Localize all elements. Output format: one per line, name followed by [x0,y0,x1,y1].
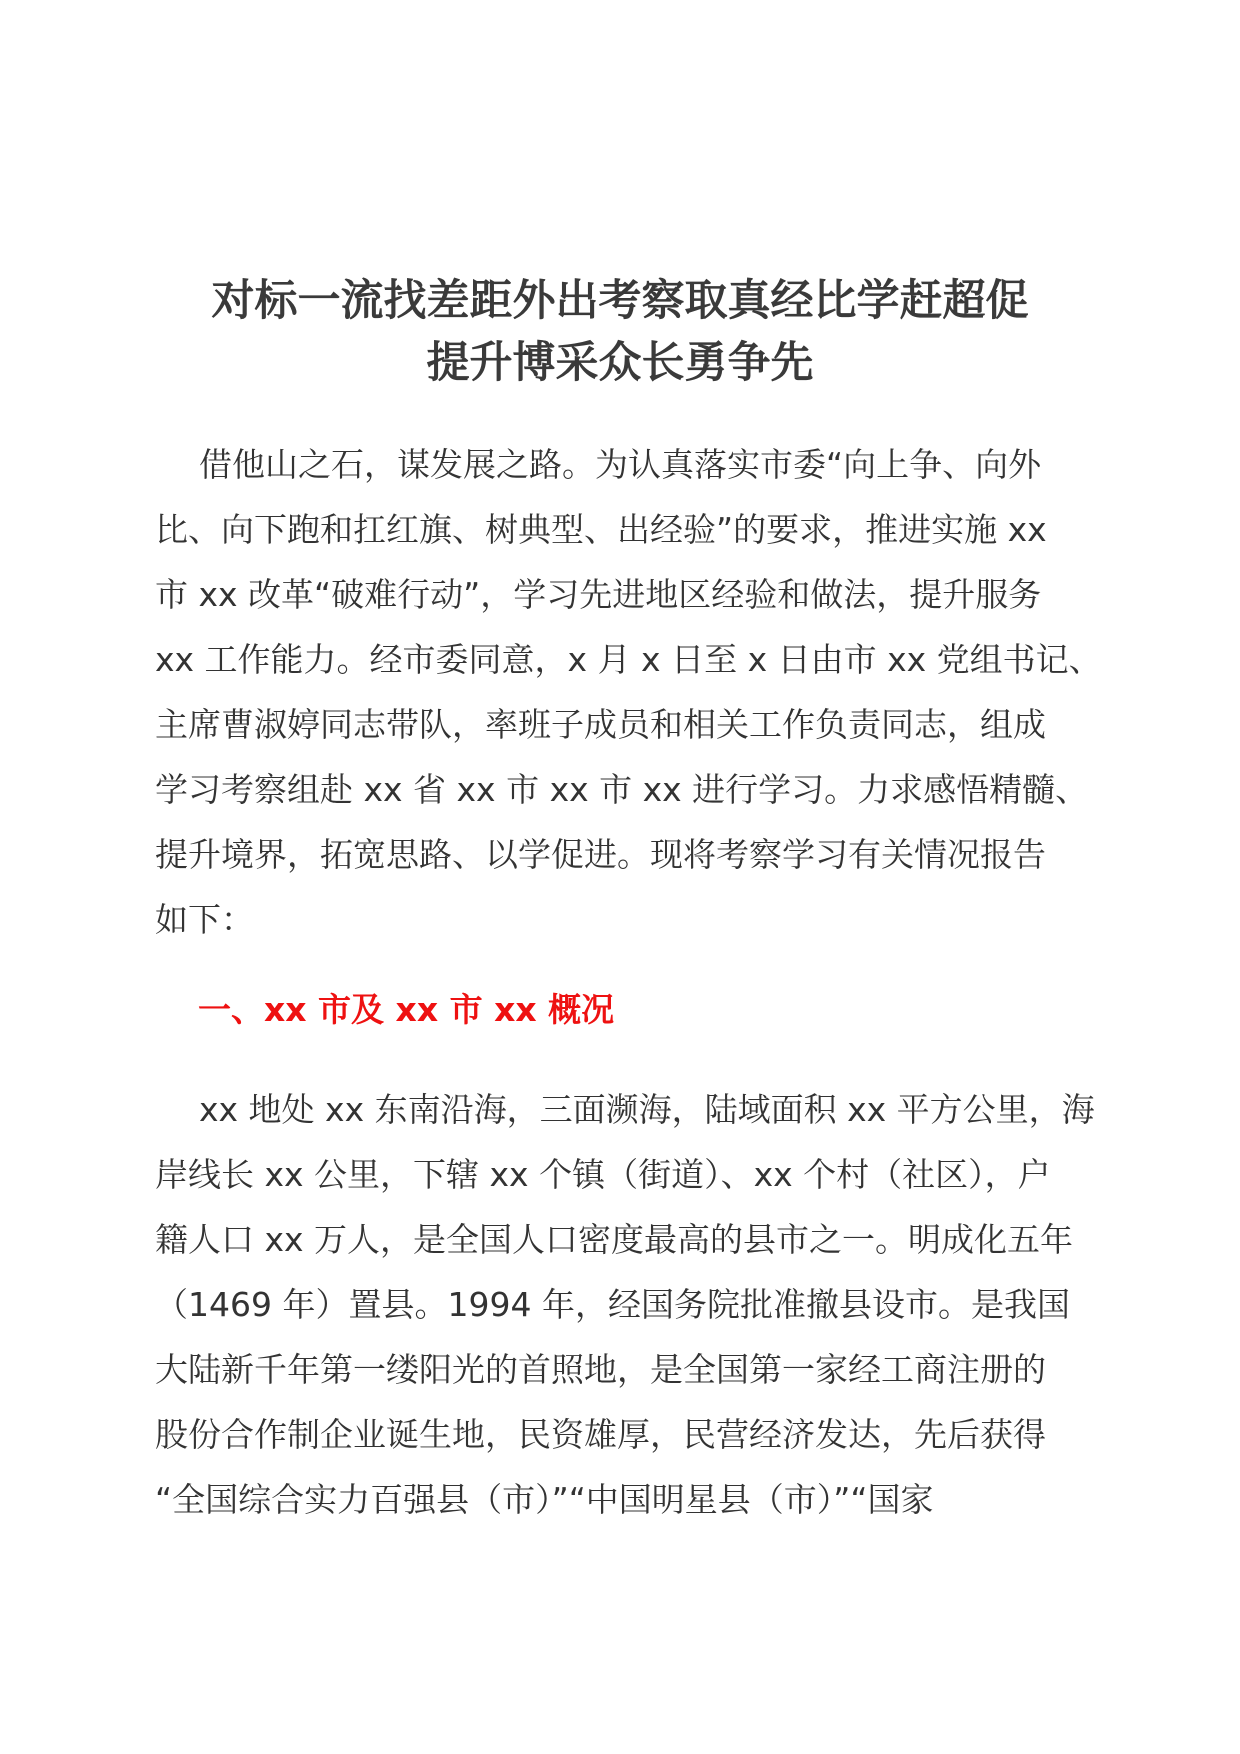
text-line: 主席曹淑婷同志带队，率班子成员和相关工作负责同志，组成 [155,705,1046,744]
text-line: 籍人口 xx 万人，是全国人口密度最高的县市之一。明成化五年 [155,1220,1074,1259]
section-heading: 一、xx 市及 xx 市 xx 概况 [198,990,615,1029]
section-paragraph [155,1077,1095,1532]
intro-paragraph [155,432,1102,952]
text-line: 比、向下跑和扛红旗、树典型、出经验”的要求，推进实施 xx [155,510,1047,549]
text-line: 提升境界，拓宽思路、以学促进。现将考察学习有关情况报告 [155,835,1046,874]
text-line: “全国综合实力百强县（市）”“中国明星县（市）”“国家 [155,1480,934,1519]
text-line: xx 工作能力。经市委同意，x 月 x 日至 x 日由市 xx 党组书记、 [155,640,1102,679]
text-line: 大陆新千年第一缕阳光的首照地，是全国第一家经工商注册的 [155,1350,1046,1389]
title-line: 对标一流找差距外出考察取真经比学赶超促 [211,276,1029,326]
document-title [150,270,1090,394]
text-line: 股份合作制企业诞生地，民资雄厚，民营经济发达，先后获得 [155,1415,1046,1454]
text-line: 借他山之石，谋发展之路。为认真落实市委“向上争、向外 [199,445,1042,484]
title-line: 提升博采众长勇争先 [426,338,814,388]
text-line: （1469 年）置县。1994 年，经国务院批准撤县设市。是我国 [155,1285,1070,1324]
text-line: 市 xx 改革“破难行动”，学习先进地区经验和做法，提升服务 [155,575,1042,614]
text-line: 如下： [155,900,254,939]
text-line: 岸线长 xx 公里，下辖 xx 个镇（街道）、xx 个村（社区），户 [155,1155,1051,1194]
text-line: xx 地处 xx 东南沿海，三面濒海，陆域面积 xx 平方公里，海 [199,1090,1095,1129]
text-line: 学习考察组赴 xx 省 xx 市 xx 市 xx 进行学习。力求感悟精髓、 [155,770,1089,809]
